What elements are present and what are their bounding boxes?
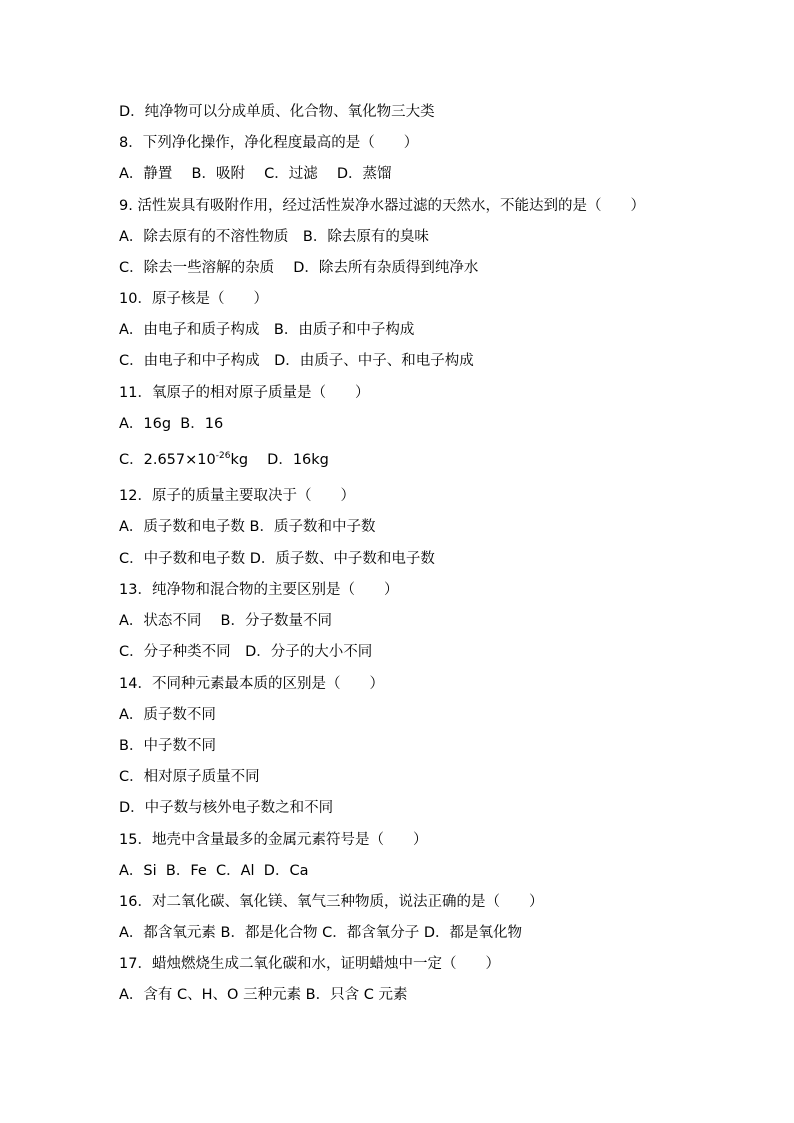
line-11c-prefix: C．2.657×10 <box>119 452 216 468</box>
question-11-options-cd <box>119 450 329 470</box>
question-17: 17．蜡烛燃烧生成二氧化碳和水，证明蜡烛中一定（ ） <box>119 956 500 972</box>
line-11c-suffix: kg D．16kg <box>230 452 329 468</box>
question-13: 13．纯净物和混合物的主要区别是（ ） <box>119 582 399 598</box>
question-11: 11．氧原子的相对原子质量是（ ） <box>119 385 370 401</box>
question-15-options: A．Si B．Fe C．Al D．Ca <box>119 863 309 879</box>
question-14-option-b: B．中子数不同 <box>119 738 216 754</box>
question-14-option-d: D．中子数与核外电子数之和不同 <box>119 800 334 816</box>
question-9: 9. 活性炭具有吸附作用，经过活性炭净水器过滤的天然水，不能达到的是（ ） <box>119 198 645 214</box>
question-16-options: A．都含氧元素 B．都是化合物 C．都含氧分子 D．都是氧化物 <box>119 925 522 941</box>
question-14-option-c: C．相对原子质量不同 <box>119 769 260 785</box>
question-16: 16．对二氧化碳、氧化镁、氧气三种物质，说法正确的是（ ） <box>119 894 544 910</box>
question-14: 14．不同种元素最本质的区别是（ ） <box>119 676 384 692</box>
question-8: 8．下列净化操作，净化程度最高的是（ ） <box>119 135 419 151</box>
question-10: 10．原子核是（ ） <box>119 291 268 307</box>
question-9-options-cd: C．除去一些溶解的杂质 D．除去所有杂质得到纯净水 <box>119 260 479 276</box>
question-13-options-ab: A．状态不同 B．分子数量不同 <box>119 613 332 629</box>
question-10-options-ab: A．由电子和质子构成 B．由质子和中子构成 <box>119 322 415 338</box>
question-11-options-ab: A．16g B．16 <box>119 416 224 432</box>
line-11c-exponent: -26 <box>215 451 231 462</box>
text-line: D．纯净物可以分成单质、化合物、氧化物三大类 <box>119 104 435 120</box>
question-9-options-ab: A．除去原有的不溶性物质 B．除去原有的臭味 <box>119 229 429 245</box>
question-12-options-cd: C．中子数和电子数 D．质子数、中子数和电子数 <box>119 551 435 567</box>
question-12: 12．原子的质量主要取决于（ ） <box>119 488 355 504</box>
question-14-option-a: A．质子数不同 <box>119 707 216 723</box>
question-12-options-ab: A．质子数和电子数 B．质子数和中子数 <box>119 519 376 535</box>
question-8-options: A．静置 B．吸附 C．过滤 D．蒸馏 <box>119 166 392 182</box>
question-15: 15．地壳中含量最多的金属元素符号是（ ） <box>119 832 428 848</box>
question-17-options: A．含有 C、H、O 三种元素 B．只含 C 元素 <box>119 987 408 1003</box>
question-13-options-cd: C．分子种类不同 D．分子的大小不同 <box>119 644 373 660</box>
question-10-options-cd: C．由电子和中子构成 D．由质子、中子、和电子构成 <box>119 353 474 369</box>
